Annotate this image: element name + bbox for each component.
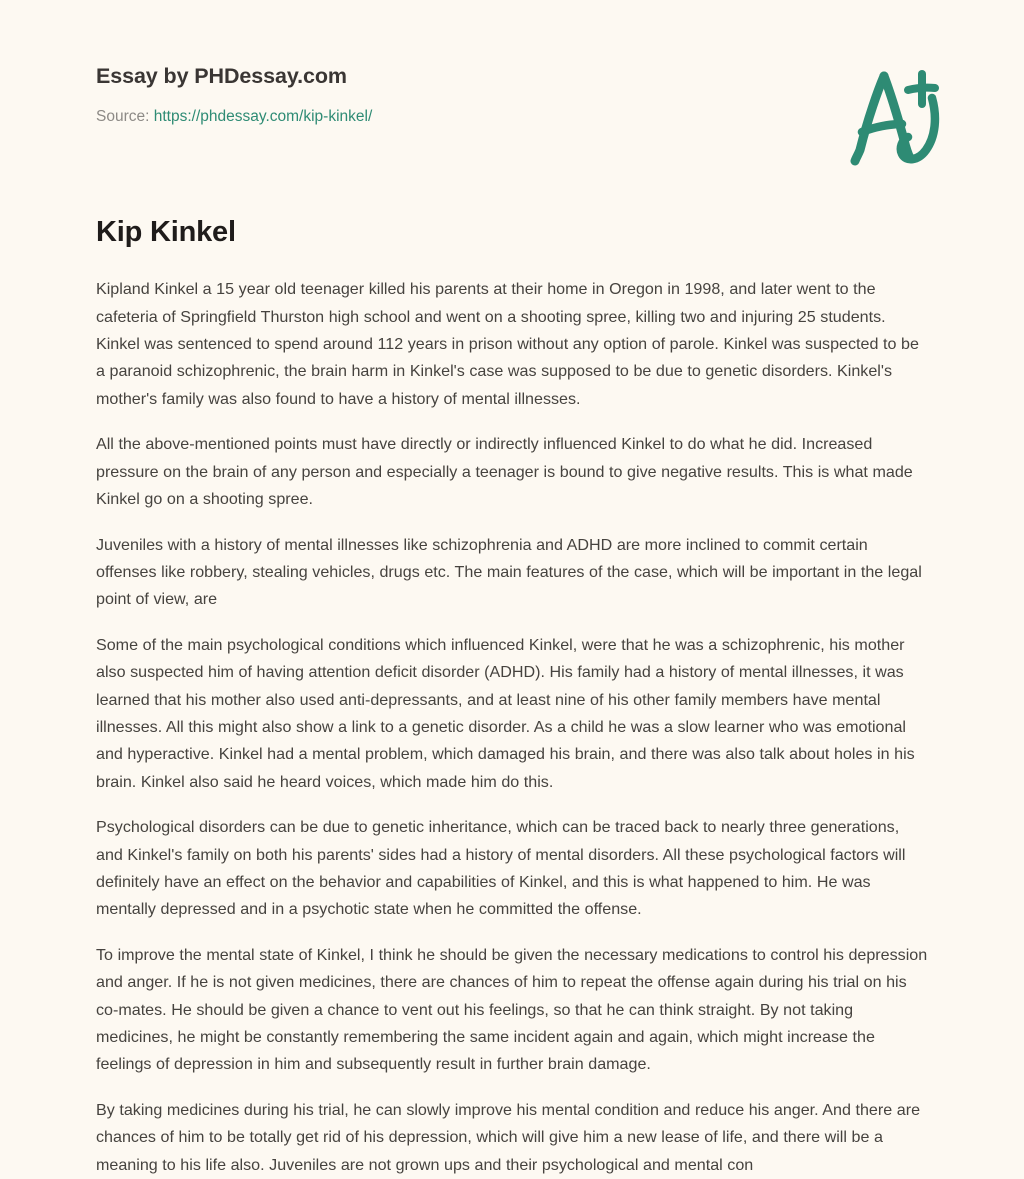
article-paragraph: To improve the mental state of Kinkel, I think he should be given the necessary medications to control his depression and anger. If he is not given medicines, there are chances of him to repeat the offense again during his trial on his co-mates. He should be given a chance to vent out his feelings, so that he can think straight. By not taking medicines, he might be constantly remembering the same incident again and again, which might increase the feelings of depression in him and subsequently result in further brain damage.: [96, 945, 928, 1074]
source-url-link[interactable]: https://phdessay.com/kip-kinkel/: [153, 107, 373, 125]
article-paragraph: Some of the main psychological conditions which influenced Kinkel, were that he was a schizophrenic, his mother also suspected him of having attention deficit disorder (ADHD). His family had a history of mental illnesses, it was learned that his mother also used anti-depressants, and at least nine of his other family members have mental illnesses. All this might also show a link to a genetic disorder. As a child he was a slow learner who was emotional and hyperactive. Kinkel had a mental problem, which damaged his brain, and there was also talk about holes in his brain. Kinkel also said he heard voices, which made him do this.: [96, 635, 915, 791]
source-line: [96, 107, 372, 127]
brand-title: Essay by PHDessay.com: [96, 64, 347, 88]
article-paragraph: Juveniles with a history of mental illnesses like schizophrenia and ADHD are more inclined to commit certain offenses like robbery, stealing vehicles, drugs etc. The main features of the case, which will be important in the legal point of view, are: [96, 535, 922, 609]
article-body: [96, 276, 930, 1179]
article-paragraph: Psychological disorders can be due to genetic inheritance, which can be traced back to nearly three generations, and Kinkel's family on both his parents' sides had a history of mental disorders. All these psychological factors will definitely have an effect on the behavior and capabilities of Kinkel, and this is what happened to him. He was mentally depressed and in a psychotic state when he committed the offense.: [96, 818, 906, 919]
brand-block: [96, 64, 372, 127]
page-title: Kip Kinkel: [96, 216, 236, 248]
article: [96, 214, 930, 1179]
article-paragraph: Kipland Kinkel a 15 year old teenager killed his parents at their home in Oregon in 1998, and later went to the cafeteria of Springfield Thurston high school and went on a shooting spree, killing two and injuring 25 students. Kinkel was sentenced to spend around 112 years in prison without any option of parole. Kinkel was suspected to be a paranoid schizophrenic, the brain harm in Kinkel's case was supposed to be due to genetic disorders. Kinkel's mother's family was also found to have a history of mental illnesses.: [96, 280, 919, 408]
a-plus-logo: [840, 62, 950, 170]
source-label: Source:: [96, 107, 150, 125]
article-paragraph: All the above-mentioned points must have directly or indirectly influenced Kinkel to do what he did. Increased pressure on the brain of any person and especially a teenager is bound to give negative results. This is what made Kinkel go on a shooting spree.: [96, 435, 913, 509]
page-header: [0, 0, 1024, 190]
article-paragraph: By taking medicines during his trial, he can slowly improve his mental condition and reduce his anger. And there are chances of him to be totally get rid of his depression, which will give him a new lease of life, and there will be a meaning to his life also. Juveniles are not grown ups and their psychological and mental con: [96, 1100, 921, 1174]
